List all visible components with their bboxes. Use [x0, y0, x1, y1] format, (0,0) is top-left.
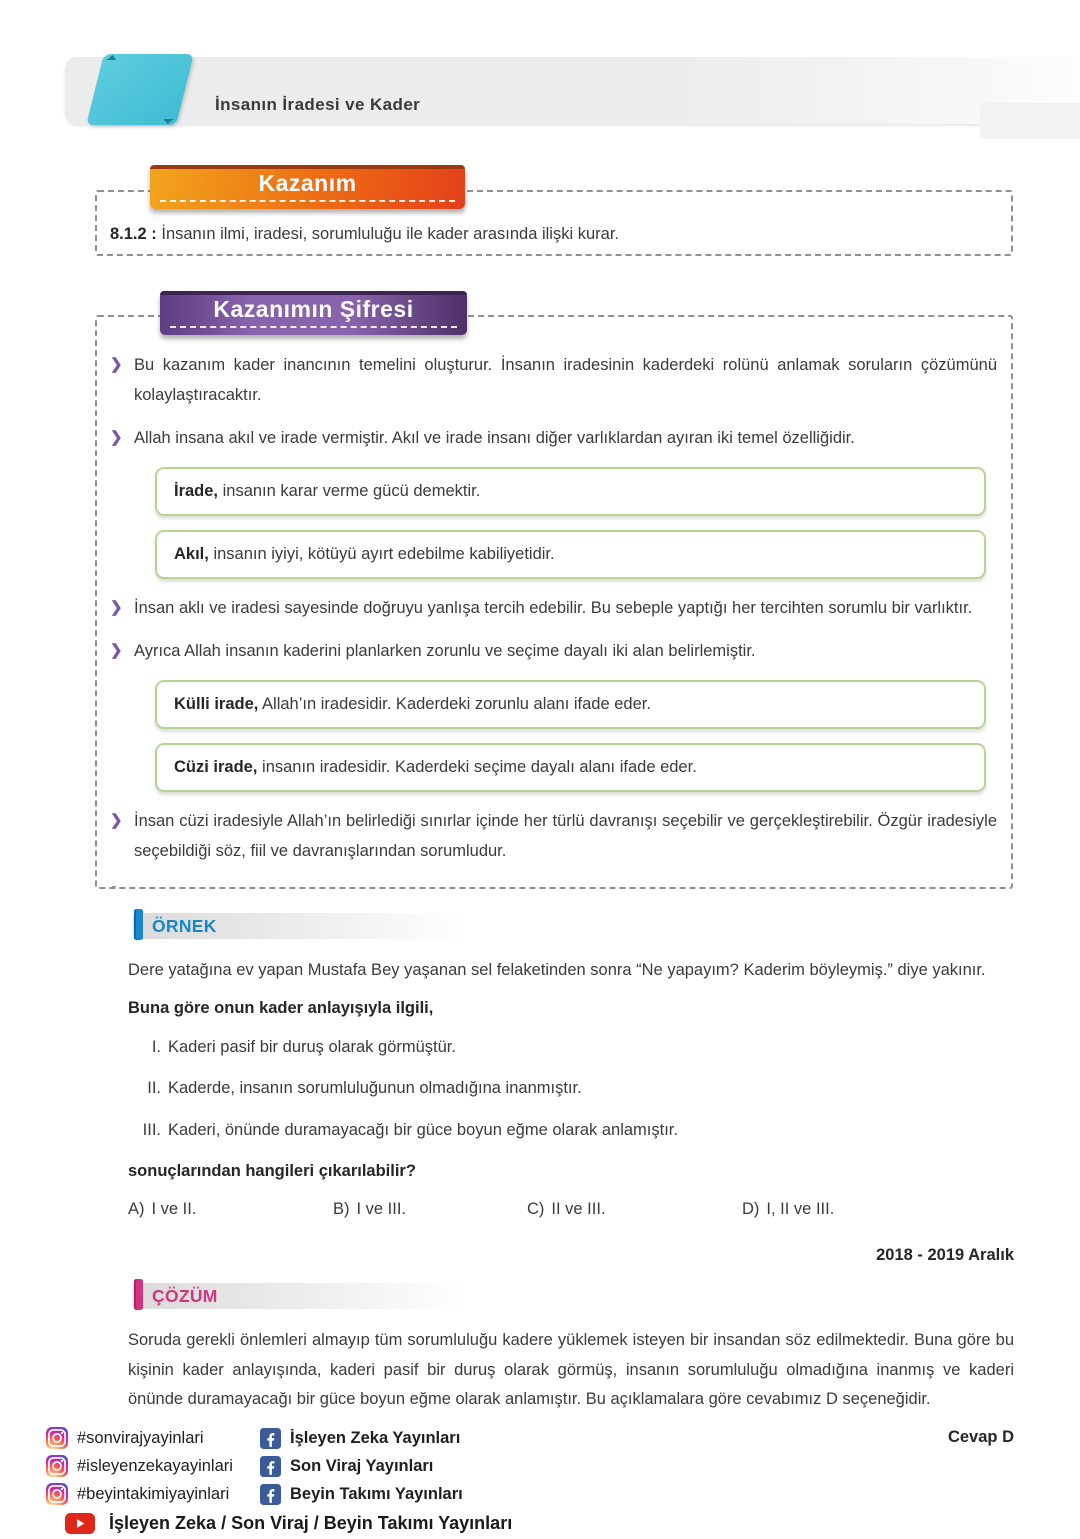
facebook-page-name: Beyin Takımı Yayınları [290, 1484, 463, 1503]
solution-section [128, 1283, 1014, 1447]
facebook-page-row [260, 1480, 463, 1508]
bullet-text: Ayrıca Allah insanın kaderini planlarken zorunlu ve seçime dayalı iki alan belirlemiştir. [134, 642, 756, 661]
chapter-header [65, 57, 1080, 124]
solution-header [133, 1283, 493, 1309]
statement-text: Kaderi, önünde duramayacağı bir güce boyun eğme olarak anlamıştır. [168, 1121, 678, 1140]
option-b [333, 1200, 527, 1219]
option-text: II ve III. [551, 1199, 606, 1218]
solution-label: ÇÖZÜM [152, 1286, 218, 1306]
solution-header-bar-icon [134, 1279, 143, 1310]
facebook-page-name: İşleyen Zeka Yayınları [290, 1428, 461, 1447]
example-question: sonuçlarından hangileri çıkarılabilir? [128, 1161, 416, 1180]
list-item [107, 423, 997, 453]
youtube-icon [65, 1513, 95, 1534]
statement-text: Kaderi pasif bir duruş olarak görmüştür. [168, 1037, 456, 1056]
definition-term: Akıl, [174, 545, 209, 564]
instagram-handle: #beyintakimiyayinlari [77, 1484, 230, 1503]
sifre-banner-label: Kazanımın Şifresi [213, 295, 414, 322]
example-section [128, 913, 1014, 1265]
chapter-title: İnsanın İradesi ve Kader [215, 95, 421, 114]
chevron-bullet-icon [107, 879, 134, 889]
publisher-footer [46, 1424, 512, 1534]
example-intro: Dere yatağına ev yapan Mustafa Bey yaşanan sel felaketinden sonra “Ne yapayım? Kaderim böyleymiş.” diye yakınır. [128, 961, 986, 979]
statement-numeral: II. [147, 1079, 161, 1098]
instagram-icon [46, 1483, 68, 1505]
option-label: D) [742, 1199, 760, 1218]
kazanim-banner [150, 165, 465, 209]
youtube-channel-name: İşleyen Zeka / Son Viraj / Beyin Takımı Yayınları [109, 1513, 513, 1533]
facebook-page-name: Son Viraj Yayınları [290, 1456, 434, 1475]
definition-text: Allah’ın iradesidir. Kaderdeki zorunlu alanı ifade eder. [258, 695, 651, 714]
chapter-accent-shape [86, 54, 194, 125]
instagram-handle-row [46, 1452, 260, 1480]
definition-box-irade [155, 467, 986, 516]
facebook-page-row [260, 1424, 463, 1452]
statement-numeral: I. [151, 1037, 161, 1056]
facebook-icon [260, 1456, 281, 1477]
example-header [133, 913, 493, 939]
definition-text: insanın karar verme gücü demektir. [218, 482, 481, 501]
bullet-text: İnsan cüzi iradesiyle Allah’ın belirlediği sınırlar içinde her türlü davranışı seçebilir ve gerçekleştirebilir. Özgür iradesiyle seçebildiği söz, fiil ve davranışlarından sorumludur. [134, 812, 997, 861]
example-prompt: Buna göre onun kader anlayışıyla ilgili, [128, 998, 434, 1017]
instagram-handle-row [46, 1480, 260, 1508]
definition-text: insanın iradesidir. Kaderdeki seçime dayalı alanı ifade eder. [257, 758, 697, 777]
definition-term: Cüzi irade, [174, 758, 258, 777]
list-item [107, 350, 997, 410]
list-item [107, 636, 997, 666]
definition-term: İrade, [174, 482, 219, 501]
statement-row [128, 1033, 1014, 1063]
kazanim-code: 8.1.2 : [110, 225, 157, 243]
option-text: I, II ve III. [766, 1199, 835, 1218]
instagram-handle-row [46, 1424, 260, 1452]
chevron-bullet-icon: ❯ [110, 599, 123, 617]
chevron-bullet-icon: ❯ [110, 642, 123, 660]
instagram-icon [46, 1427, 68, 1449]
chevron-bullet-icon: ❯ [110, 429, 123, 447]
instagram-icon [46, 1455, 68, 1477]
option-text: I ve II. [151, 1199, 197, 1218]
option-d [742, 1200, 1014, 1219]
option-label: A) [128, 1199, 145, 1218]
instagram-handle: #sonvirajyayinlari [77, 1428, 204, 1447]
example-header-bar-icon [134, 909, 143, 940]
option-a [128, 1200, 333, 1219]
facebook-icon [260, 1428, 281, 1449]
statement-row [128, 1116, 1014, 1146]
statement-row [128, 1074, 1014, 1104]
list-item [107, 806, 997, 866]
instagram-handle: #isleyenzekayayinlari [77, 1456, 233, 1475]
definition-box-akil [155, 530, 986, 579]
bullet-text: Allah insana akıl ve irade vermiştir. Akıl ve irade insanı diğer varlıklardan ayıran iki temel özelliğidir. [134, 429, 855, 448]
definition-text: insanın iyiyi, kötüyü ayırt edebilme kabiliyetidir. [208, 545, 555, 564]
kazanim-text [110, 225, 999, 244]
statement-text: Kaderde, insanın sorumluluğunun olmadığına inanmıştır. [168, 1079, 582, 1098]
bullet-text [134, 879, 997, 889]
kazanim-banner-label: Kazanım [258, 169, 357, 196]
answer-options [128, 1200, 1014, 1219]
instagram-column [46, 1424, 260, 1508]
chevron-bullet-icon: ❯ [110, 356, 123, 373]
definition-term: Külli irade, [174, 695, 259, 714]
youtube-row [65, 1513, 512, 1534]
definition-box-kulli-irade [155, 680, 986, 729]
exam-date: 2018 - 2019 Aralık [876, 1245, 1014, 1264]
list-item [107, 593, 997, 623]
bullet-text: İnsan aklı ve iradesi sayesinde doğruyu yanlışa tercih edebilir. Bu sebeple yaptığı her tercihten sorumlu bir varlıktır. [134, 599, 973, 618]
option-c [527, 1200, 742, 1219]
answer-text: Cevap D [947, 1428, 1014, 1447]
option-label: C) [527, 1199, 545, 1218]
example-label: ÖRNEK [152, 916, 217, 936]
definition-box-cuzi-irade [155, 743, 986, 792]
sifre-box [95, 315, 1013, 889]
option-text: I ve III. [356, 1199, 407, 1218]
facebook-page-row [260, 1452, 463, 1480]
chevron-bullet-icon: ❯ [110, 812, 123, 830]
bullet-text: Bu kazanım kader inancının temelini oluşturur. İnsanın iradesinin kaderdeki rolünü anlamak soruların çözümünü kolaylaştıracaktır. [134, 356, 997, 405]
page-edge-tab [980, 103, 1080, 139]
list-item [107, 879, 997, 889]
facebook-column [260, 1424, 463, 1508]
sifre-banner [160, 291, 467, 335]
option-label: B) [333, 1199, 350, 1218]
statement-numeral: III. [142, 1121, 161, 1140]
facebook-icon [260, 1484, 281, 1505]
solution-text: Soruda gerekli önlemleri almayıp tüm sorumluluğu kadere yüklemek isteyen bir insandan söz edilmektedir. Buna göre bu kişinin kader anlayışında, kaderi pasif bir duruş olarak görmüş, insanın sorumluluğu olmadığına inanmış ve kaderi önünde duramayacağı bir güce boyun eğme olarak anlamıştır. Bu açıklamalara göre cevabımız D seçeneğidir. [128, 1331, 1014, 1409]
kazanim-description: İnsanın ilmi, iradesi, sorumluluğu ile kader arasında ilişki kurar. [161, 225, 619, 243]
